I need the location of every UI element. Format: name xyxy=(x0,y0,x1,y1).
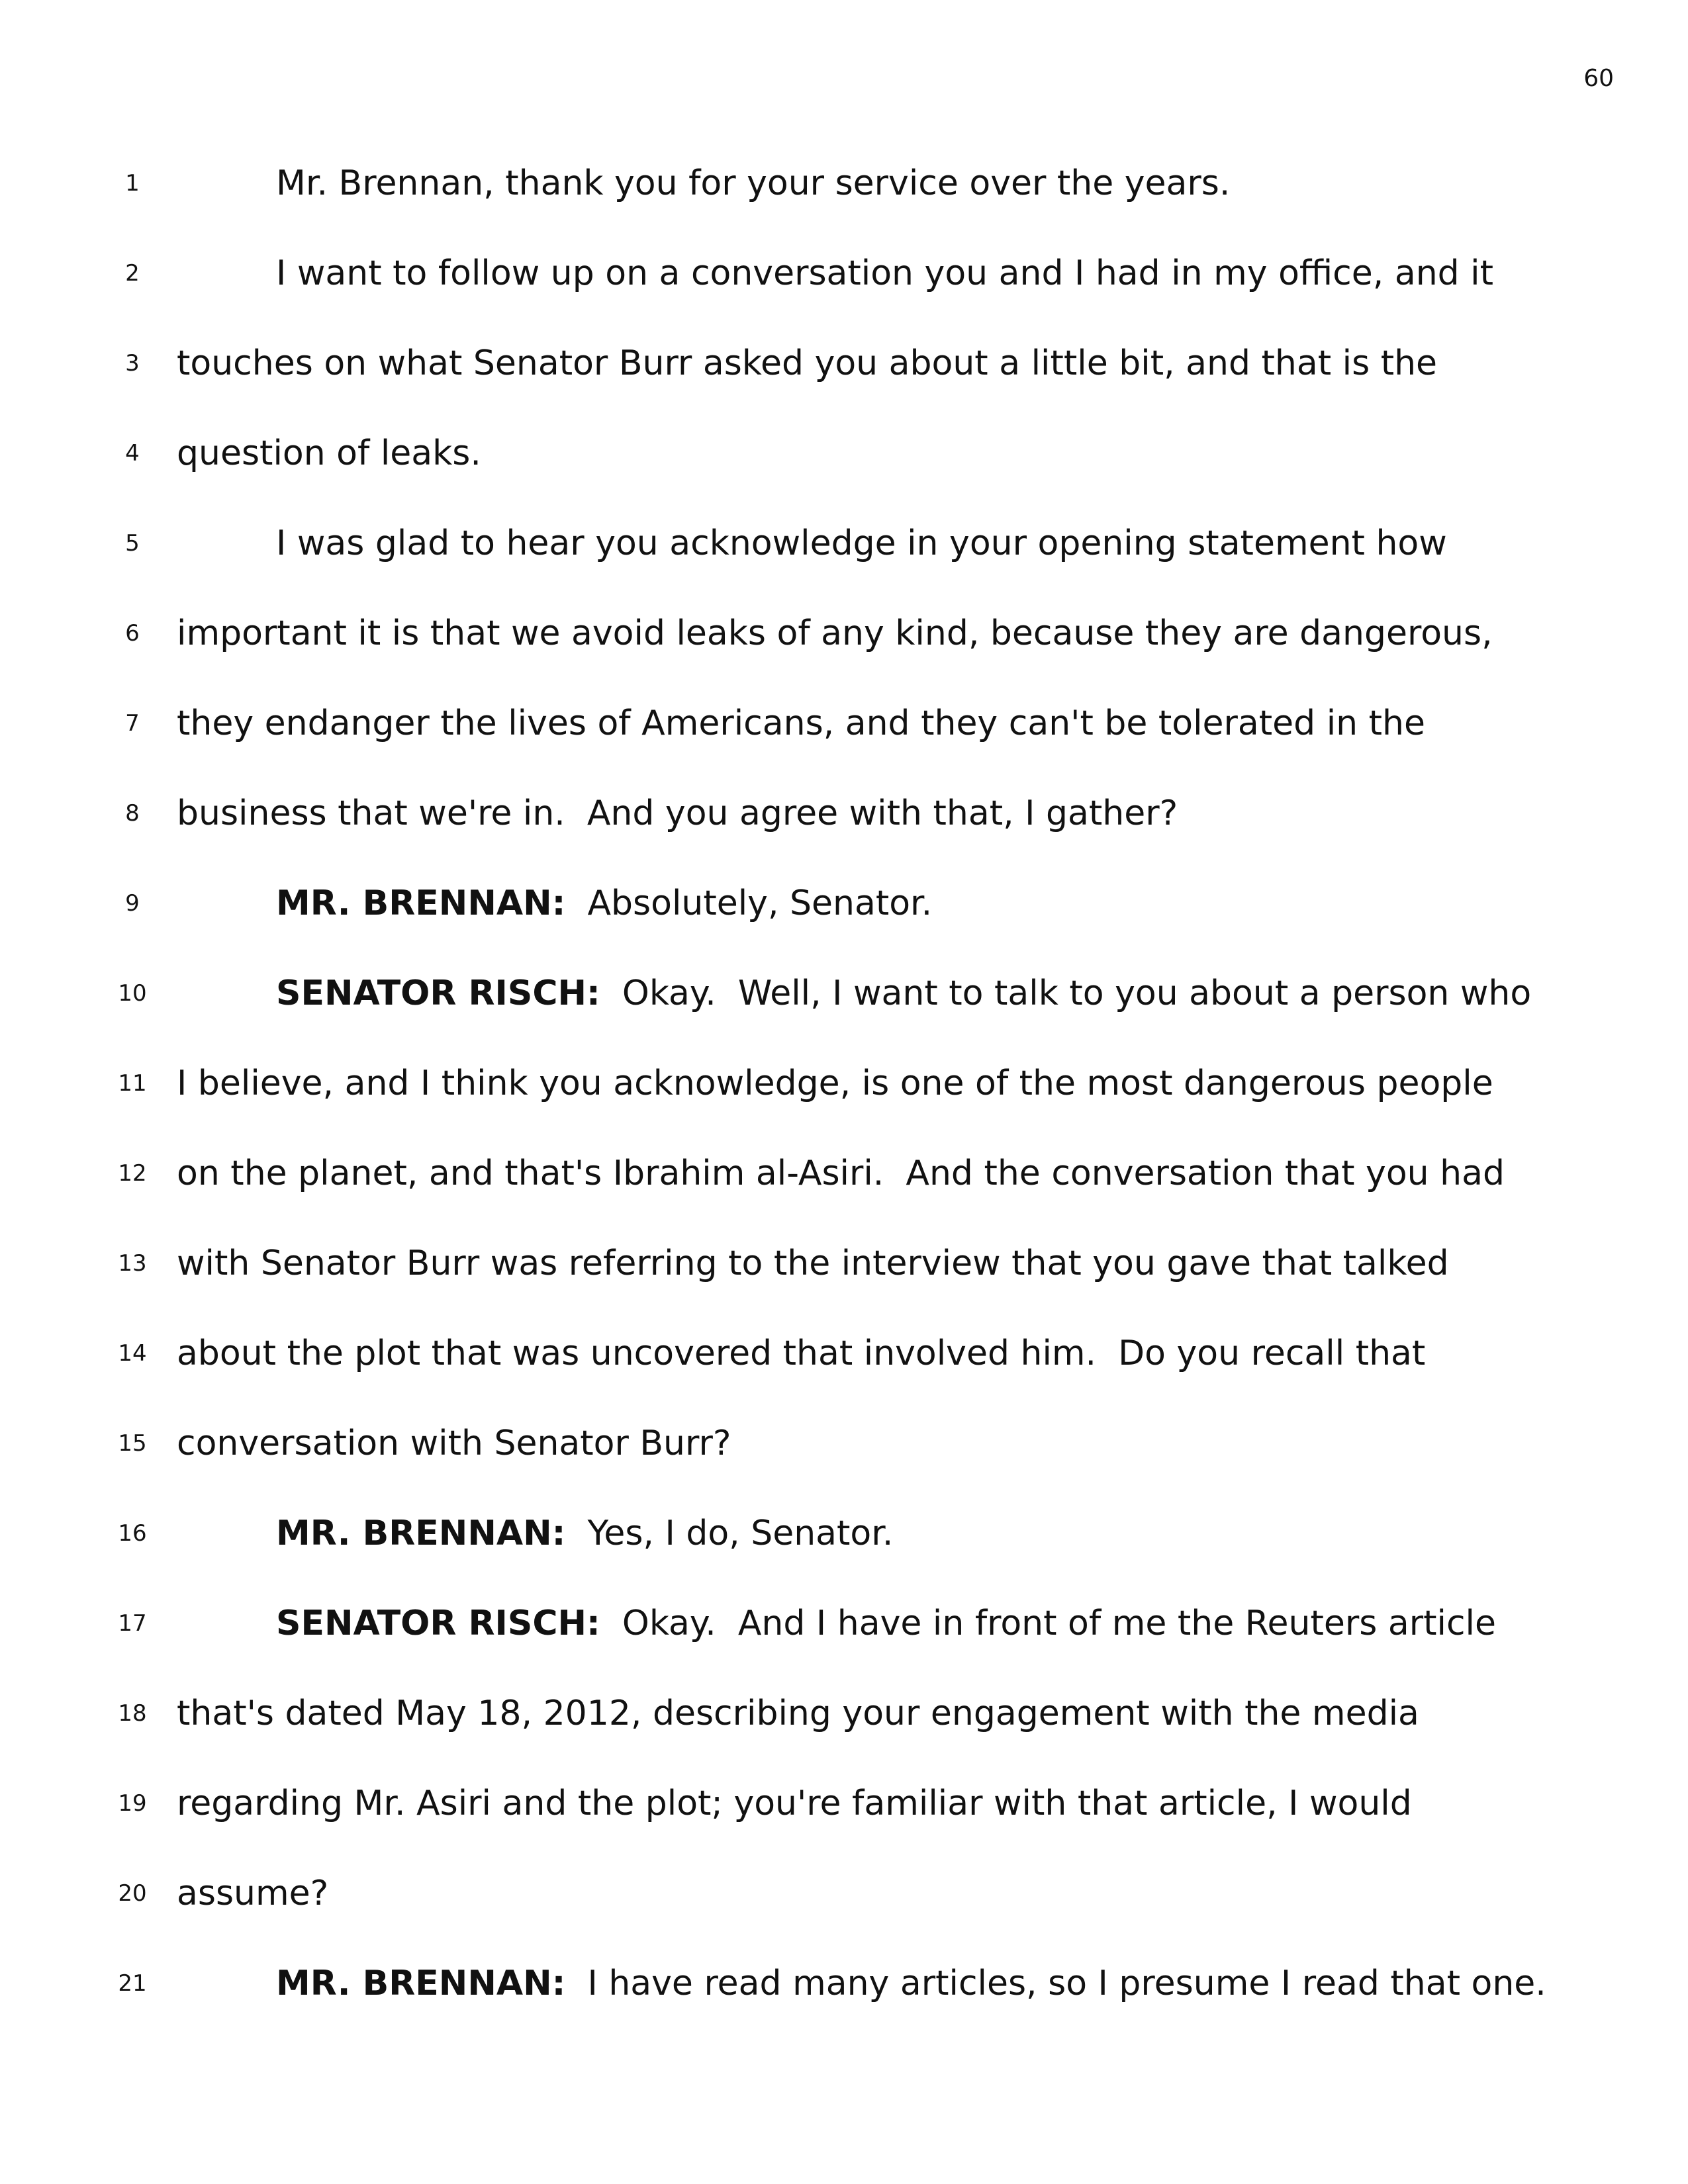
transcript-line xyxy=(0,1668,1688,1758)
line-text xyxy=(276,1578,1496,1668)
transcript-line xyxy=(0,1398,1688,1488)
line-number: 7 xyxy=(125,710,140,737)
line-number: 4 xyxy=(125,440,140,467)
transcript-line xyxy=(0,1128,1688,1218)
transcript-line xyxy=(0,1488,1688,1578)
line-text xyxy=(276,858,932,948)
transcript-line xyxy=(0,1578,1688,1668)
line-number: 10 xyxy=(118,980,147,1007)
transcript-line xyxy=(0,1848,1688,1938)
line-number: 14 xyxy=(118,1340,147,1367)
line-text xyxy=(177,768,1178,858)
line-text xyxy=(276,1488,893,1578)
page-number: 60 xyxy=(1583,65,1614,92)
line-text xyxy=(177,1218,1449,1308)
line-number: 19 xyxy=(118,1790,147,1817)
line-text xyxy=(177,1758,1412,1848)
transcript-line xyxy=(0,1038,1688,1128)
line-content: that's dated May 18, 2012, describing your engagement with the media xyxy=(177,1694,1419,1733)
line-content: Absolutely, Senator. xyxy=(565,884,933,923)
line-content: Okay. And I have in front of me the Reuters article xyxy=(600,1604,1496,1643)
line-text xyxy=(177,1848,328,1938)
line-number: 1 xyxy=(125,170,140,197)
transcript-line xyxy=(0,408,1688,498)
transcript-line xyxy=(0,588,1688,678)
line-text xyxy=(177,408,481,498)
line-number: 13 xyxy=(118,1250,147,1277)
line-content: I was glad to hear you acknowledge in your opening statement how xyxy=(276,523,1447,563)
line-content: about the plot that was uncovered that involved him. Do you recall that xyxy=(177,1334,1426,1373)
speaker-label: MR. BRENNAN: xyxy=(276,884,566,923)
speaker-label: MR. BRENNAN: xyxy=(276,1964,566,2003)
line-content: assume? xyxy=(177,1874,329,1913)
transcript-line xyxy=(0,1308,1688,1398)
transcript-line xyxy=(0,1758,1688,1848)
line-number: 5 xyxy=(125,530,140,557)
line-number: 2 xyxy=(125,260,140,287)
line-content: conversation with Senator Burr? xyxy=(177,1424,731,1463)
line-content: with Senator Burr was referring to the interview that you gave that talked xyxy=(177,1244,1449,1283)
line-number: 15 xyxy=(118,1430,147,1457)
line-text xyxy=(276,1938,1546,2028)
speaker-label: MR. BRENNAN: xyxy=(276,1514,566,1553)
transcript-line xyxy=(0,948,1688,1038)
line-text xyxy=(276,498,1447,588)
line-number: 12 xyxy=(118,1160,147,1187)
transcript-line xyxy=(0,678,1688,768)
speaker-label: SENATOR RISCH: xyxy=(276,974,600,1013)
line-text xyxy=(177,678,1425,768)
line-number: 8 xyxy=(125,800,140,827)
line-text xyxy=(177,1128,1505,1218)
line-text xyxy=(276,948,1531,1038)
line-number: 9 xyxy=(125,890,140,917)
line-number: 17 xyxy=(118,1610,147,1637)
transcript-line xyxy=(0,138,1688,228)
transcript-line xyxy=(0,858,1688,948)
line-content: Mr. Brennan, thank you for your service over the years. xyxy=(276,163,1231,203)
line-content: touches on what Senator Burr asked you about a little bit, and that is the xyxy=(177,343,1438,383)
line-content: I have read many articles, so I presume I read that one. xyxy=(565,1964,1546,2003)
transcript-line xyxy=(0,1938,1688,2028)
line-number: 20 xyxy=(118,1880,147,1907)
line-content: on the planet, and that's Ibrahim al-Asiri. And the conversation that you had xyxy=(177,1154,1505,1193)
transcript-line xyxy=(0,498,1688,588)
line-number: 6 xyxy=(125,620,140,647)
transcript-line xyxy=(0,768,1688,858)
line-number: 11 xyxy=(118,1070,147,1097)
line-number: 16 xyxy=(118,1520,147,1547)
line-text xyxy=(177,588,1493,678)
line-content: regarding Mr. Asiri and the plot; you're familiar with that article, I would xyxy=(177,1784,1412,1823)
line-text xyxy=(177,1398,731,1488)
line-content: important it is that we avoid leaks of any kind, because they are dangerous, xyxy=(177,614,1493,653)
line-content: question of leaks. xyxy=(177,433,481,473)
line-number: 21 xyxy=(118,1970,147,1997)
line-text xyxy=(177,1038,1493,1128)
line-number: 3 xyxy=(125,350,140,377)
transcript-line xyxy=(0,1218,1688,1308)
transcript-line xyxy=(0,228,1688,318)
transcript-line xyxy=(0,318,1688,408)
line-content: business that we're in. And you agree with that, I gather? xyxy=(177,794,1178,833)
line-number: 18 xyxy=(118,1700,147,1727)
transcript-body xyxy=(0,138,1688,2028)
line-text xyxy=(276,138,1230,228)
speaker-label: SENATOR RISCH: xyxy=(276,1604,600,1643)
line-content: Yes, I do, Senator. xyxy=(565,1514,894,1553)
line-content: they endanger the lives of Americans, and they can't be tolerated in the xyxy=(177,704,1425,743)
line-content: I believe, and I think you acknowledge, is one of the most dangerous people xyxy=(177,1064,1493,1103)
line-content: I want to follow up on a conversation you and I had in my office, and it xyxy=(276,253,1494,293)
line-text xyxy=(276,228,1493,318)
line-text xyxy=(177,318,1437,408)
line-content: Okay. Well, I want to talk to you about a person who xyxy=(600,974,1532,1013)
line-text xyxy=(177,1668,1419,1758)
line-text xyxy=(177,1308,1425,1398)
